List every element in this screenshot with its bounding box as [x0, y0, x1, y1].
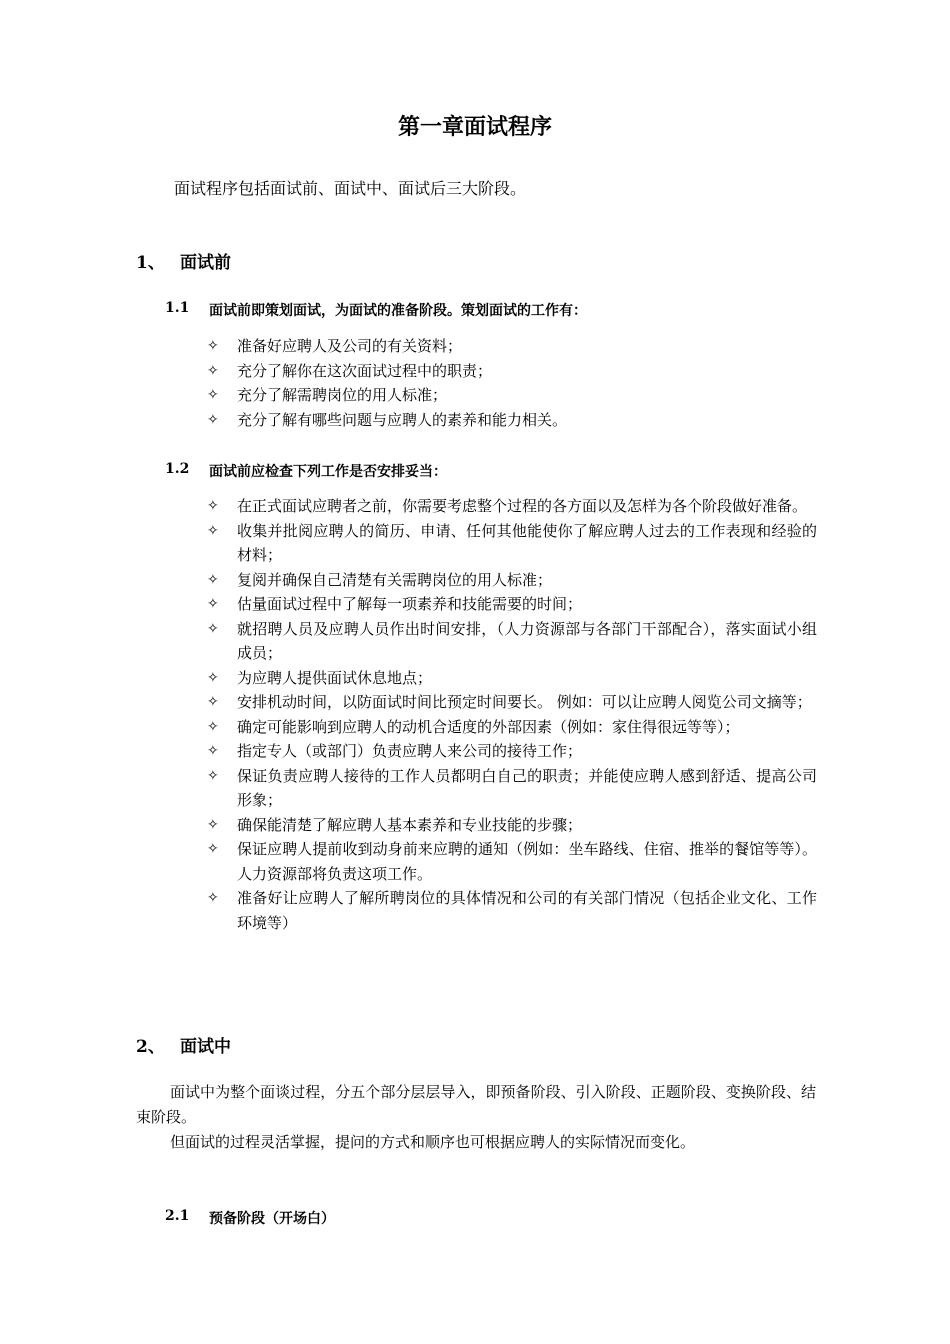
diamond-bullet-icon: ✧: [207, 522, 219, 539]
diamond-bullet-icon: ✧: [207, 743, 219, 759]
section-2-paragraph-2: 但面试的过程灵活掌握，提问的方式和顺序也可根据应聘人的实际情况而变化。: [170, 1133, 696, 1151]
list-item: [207, 764, 817, 813]
checklist-1-2: [207, 494, 817, 935]
diamond-bullet-icon: ✧: [207, 890, 219, 906]
diamond-bullet-icon: ✧: [207, 411, 219, 428]
list-item: [207, 359, 817, 384]
subsection-title: 面试前应检查下列工作是否安排妥当：: [209, 464, 447, 480]
list-item-text: 保证负责应聘人接待的工作人员都明白自己的职责；并能使应聘人感到舒适、提高公司形象；: [237, 766, 817, 809]
list-item: [207, 739, 817, 764]
list-item: [207, 886, 817, 935]
subsection-number: 1.1: [165, 300, 190, 316]
subsection-2-1-heading: [165, 1208, 335, 1228]
diamond-bullet-icon: ✧: [207, 694, 219, 710]
list-item-text: 在正式面试应聘者之前，你需要考虑整个过程的各方面以及怎样为各个阶段做好准备。: [237, 497, 808, 515]
list-item-text: 复阅并确保自己清楚有关需聘岗位的用人标准；: [237, 570, 553, 589]
list-item: [207, 519, 817, 568]
section-number: 2、: [136, 1037, 165, 1057]
subsection-1-1-heading: [165, 300, 587, 320]
subsection-title: 面试前即策划面试，为面试的准备阶段。策划面试的工作有：: [209, 303, 587, 319]
list-item-text: 安排机动时间，以防面试时间比预定时间要长。 例如：可以让应聘人阅览公司文摘等；: [237, 693, 812, 711]
diamond-bullet-icon: ✧: [207, 620, 219, 637]
diamond-bullet-icon: ✧: [207, 596, 219, 612]
section-2-heading: [136, 1032, 231, 1057]
list-item-text: 确保能清楚了解应聘人基本素养和专业技能的步骤；: [237, 815, 583, 834]
subsection-title: 预备阶段（开场白）: [209, 1211, 335, 1227]
list-item: [207, 715, 817, 740]
diamond-bullet-icon: ✧: [207, 571, 219, 588]
diamond-bullet-icon: ✧: [207, 718, 219, 735]
list-item: [207, 592, 817, 617]
list-item-text: 确定可能影响到应聘人的动机合适度的外部因素（例如：家住得很远等等）；: [237, 717, 740, 736]
list-item-text: 收集并批阅应聘人的简历、申请、任何其他能使你了解应聘人过去的工作表现和经验的材料；: [237, 521, 817, 564]
section-number: 1、: [136, 253, 165, 273]
list-item-text: 保证应聘人提前收到动身前来应聘的通知（例如：坐车路线、住宿、推举的餐馆等等）。人力资源部将负责这项工作。: [237, 840, 817, 883]
page-title: 第一章面试程序: [397, 114, 552, 140]
section-1-heading: [136, 248, 231, 273]
list-item-text: 充分了解你在这次面试过程中的职责；: [237, 361, 493, 380]
list-item: [207, 690, 817, 715]
list-item-text: 准备好应聘人及公司的有关资料；: [237, 337, 463, 355]
list-item: [207, 617, 817, 666]
diamond-bullet-icon: ✧: [207, 498, 219, 514]
diamond-bullet-icon: ✧: [207, 669, 219, 686]
list-item: [207, 383, 817, 408]
list-item-text: 就招聘人员及应聘人员作出时间安排，（人力资源部与各部门干部配合），落实面试小组成员；: [237, 619, 817, 662]
diamond-bullet-icon: ✧: [207, 816, 219, 833]
list-item-text: 充分了解有哪些问题与应聘人的素养和能力相关。: [237, 410, 568, 429]
subsection-number: 1.2: [165, 461, 190, 477]
subsection-number: 2.1: [165, 1208, 190, 1224]
list-item: [207, 408, 817, 433]
checklist-1-1: [207, 334, 817, 432]
list-item: [207, 813, 817, 838]
list-item: [207, 494, 817, 519]
list-item-text: 为应聘人提供面试休息地点；: [237, 668, 433, 687]
diamond-bullet-icon: ✧: [207, 362, 219, 379]
section-2-paragraph-1: 面试中为整个面谈过程，分五个部分层层导入，即预备阶段、引入阶段、正题阶段、变换阶段、结束阶段。: [136, 1083, 816, 1126]
subsection-1-2-heading: [165, 461, 447, 481]
diamond-bullet-icon: ✧: [207, 387, 219, 403]
diamond-bullet-icon: ✧: [207, 767, 219, 784]
list-item: [207, 334, 817, 359]
intro-paragraph: 面试程序包括面试前、面试中、面试后三大阶段。: [174, 179, 527, 198]
section-title: 面试中: [180, 1037, 231, 1057]
list-item: [207, 837, 817, 886]
list-item-text: 准备好让应聘人了解所聘岗位的具体情况和公司的有关部门情况（包括企业文化、工作环境等）: [237, 889, 817, 932]
list-item: [207, 666, 817, 691]
diamond-bullet-icon: ✧: [207, 841, 219, 857]
diamond-bullet-icon: ✧: [207, 338, 219, 354]
list-item: [207, 568, 817, 593]
list-item-text: 充分了解需聘岗位的用人标准；: [237, 386, 448, 404]
section-title: 面试前: [180, 253, 231, 273]
list-item-text: 指定专人（或部门）负责应聘人来公司的接待工作；: [237, 742, 583, 760]
list-item-text: 估量面试过程中了解每一项素养和技能需要的时间；: [237, 595, 583, 613]
